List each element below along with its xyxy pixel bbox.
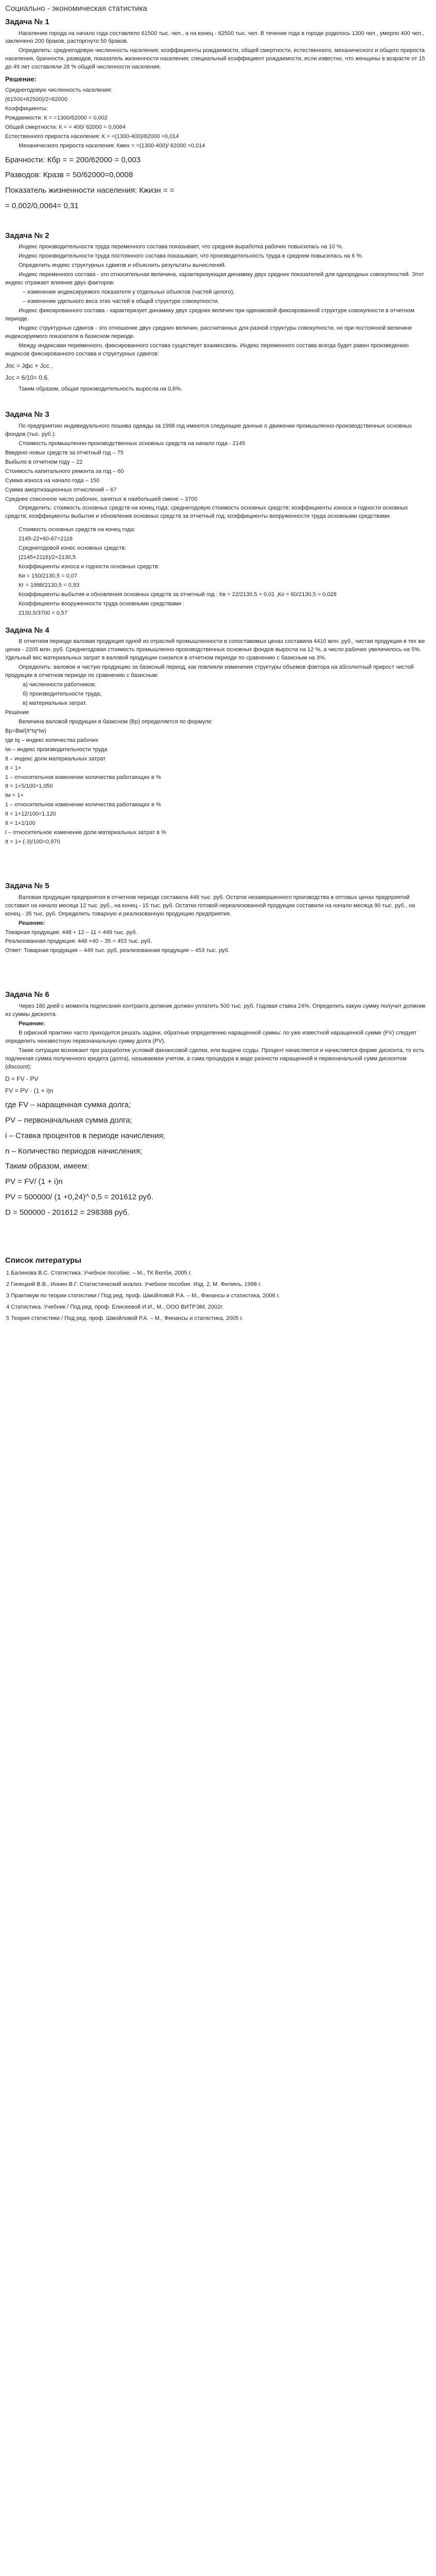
task-1-section — [5, 16, 431, 212]
task-6-formula: где FV – наращенная сумма долга; — [5, 1100, 131, 1110]
task-2-formula: Jпс = Jфс × Jсс , — [5, 362, 53, 369]
task-6-formula: i – Ставка процентов в периоде начисления; — [5, 1131, 165, 1140]
task-4-line: Iw – индекс производительности труда — [5, 746, 108, 753]
task-4-list-item: б) производительности труда; — [23, 691, 102, 698]
task-5-line: Реализованная продукция: 448 +40 – 35 = 453 тыс. руб. — [5, 938, 152, 945]
task-2-section — [5, 230, 431, 394]
task-3-line: Кг = 1998/2130,5 = 0,93 — [19, 582, 80, 588]
task-1-line: Коэффициенты: — [5, 105, 48, 112]
task-2-paragraph: Индекс переменного состава - это относительная величина, характеризующая динамику двух средних показателей для однородных совокупностей. Этот индекс отражает влияние двух факторов: — [5, 272, 424, 286]
task-2-list-item: – изменение индексируемого показателя у отдельных объектов (частей целого); — [23, 289, 235, 296]
task-6-formula: Таким образом, имеем: — [5, 1162, 90, 1171]
task-6-formula: n – Количество периодов начисления; — [5, 1146, 143, 1156]
task-3-line: Коэффициенты выбытия и обновления основных средств за отчетный год : Кв = 22/2130,5 = 0,01 ,Ко = 60/2130,5 = 0,028 — [19, 591, 337, 598]
task-2-paragraph: Между индексами переменного, фиксированного состава существует взаимосвязь. Индекс переменного состава всегда будет равен произведению индексов фиксированного состава и структурных сдвигов: — [5, 342, 409, 357]
task-3-row: Выбыло в отчетном году – 22 — [5, 459, 83, 465]
task-4-line: 1 – относительное изменение количества работающих в % — [5, 774, 161, 781]
literature-item: 4 Статистика. Учебник / Под ред. проф. Елисеевой И.И., М., ООО ВИТРЭМ, 2002г. — [6, 1303, 223, 1310]
task-6-section — [5, 989, 431, 1218]
literature-heading: Список литературы — [5, 1256, 82, 1265]
task-1-line: Общей смертности: К = = 400/ 62000 = 0,0064 — [5, 124, 126, 130]
task-3-row: Сумма износа на начало года – 150 — [5, 477, 100, 484]
task-6-paragraph: Через 180 дней с момента подписания контракта должник должен уплатить 500 тыс. руб. Годовая ставка 24%. Определить какую сумму получит должник из суммы дисконта. — [5, 1003, 426, 1018]
task-6-paragraph: В офисной практике часто приходится решать задачи, обратные определению наращенной суммы: по уже известной наращенной сумме (FV) следует определить неизвестную первоначальную сумму долга (PV). — [5, 1029, 417, 1044]
task-2-formula: Jсс = 6/10= 0,6. — [5, 374, 49, 381]
task-5-solution-label: Решение: — [19, 920, 45, 926]
document-title: Социально - экономическая статистика — [5, 4, 147, 13]
task-4-line: It = 1+ (-3)/100=0,970 — [5, 839, 60, 845]
task-3-line: Среднегодовой износ основных средств: — [19, 545, 127, 552]
task-4-paragraph: Определить: валовое и чистую продукцию за базисный период, как повлияли изменения структуры объемов фактора на абсолютный прирост чистой продукции в отчетном периоде по сравнению с базисным: — [5, 664, 414, 679]
task-6-formula: PV – первоначальная сумма долга; — [5, 1116, 132, 1125]
task-4-line: Iм = 1+ — [5, 792, 24, 799]
task-6-paragraph: Такие ситуации возникают при разработке условий финансовой сделки, или выдаче ссуды. Процент начисляется и начисляется форме дисконта, то есть подлинная сумма полученного кредита (долга), называемая учетом, а сама процедура в виде разности наращенной и первоначальной сумм дисконтом (discount): — [5, 1047, 425, 1070]
task-3-heading: Задача № 3 — [5, 410, 49, 419]
task-3-line: Ки = 150/2130,5 = 0,07 — [19, 573, 78, 579]
literature-item: 3 Практикум по теории статистики / Под ред. проф. Шмойловой Р.А. – М., Финансы и статистика, 2006 г. — [6, 1292, 280, 1299]
task-4-paragraph: В отчетном периоде валовая продукция одной из отраслей промышленности в сопоставимых ценах составила 4410 млн. руб., чистая продукция в тех же ценах - 2205 млн. руб. Среднегодовая стоимость промышленно-производственных основных фондов выросла на 12 %, а число рабочих увеличилось на 5%. Удельный вес материальных затрат в валовой продукции снизился в отчетном периоде по сравнению с базисным на 3%. — [5, 638, 425, 662]
task-3-row: Сумма амортизационных отчислений – 67 — [5, 486, 117, 493]
task-3-line: Коэффициенты износа и годности основных средств: — [19, 564, 160, 570]
task-6-heading: Задача № 6 — [5, 990, 49, 999]
task-4-section — [5, 625, 431, 846]
task-6-solution-label: Решение: — [19, 1020, 45, 1027]
task-4-line: It = 1+1/100 — [5, 820, 36, 827]
task-1-formula-marriage: Брачности: Кбр = = 200/62000 = 0,003 — [5, 155, 141, 164]
task-3-line: (2145+2116)/2=2130,5 — [19, 554, 76, 561]
task-2-list-item: – изменение удельного веса этих частей в общей структуре совокупности. — [23, 298, 219, 304]
task-1-line: Механического прироста населения: Кмех = =(1300-400)/ 62000 =0,014 — [19, 142, 205, 149]
task-3-line: Коэффициенты вооруженности труда основными средствами : — [19, 600, 185, 607]
task-3-row: Введено новых средств за отчетный год – 75 — [5, 449, 124, 456]
task-3-row: Стоимость капитального ремонта за год – 60 — [5, 468, 124, 474]
task-6-formula: PV = 500000/ (1 +0,24)^ 0,5 = 201612 руб. — [5, 1192, 153, 1201]
literature-item: 1 Балинова В.С. Статистика: Учебное пособие. – М., ТК Велби, 2005 г. — [6, 1270, 192, 1277]
task-1-formula-vitality: Показатель жизненности населения: Кжизн = = — [5, 186, 175, 195]
literature-section — [5, 1255, 431, 1323]
task-4-line: Величина валовой продукции в базисном (Вр) определяется по формуле: — [19, 718, 213, 725]
task-5-section — [5, 880, 431, 955]
task-3-section — [5, 409, 431, 617]
task-4-line: It = 1+5/100=1,050 — [5, 783, 53, 790]
task-1-solution-label: Решение: — [5, 75, 37, 83]
task-4-line: It = 1+ — [5, 765, 22, 771]
task-1-line: (61500+62500)/2=62000 — [5, 96, 68, 103]
task-4-line: Вр=Вм/(It*Iq*Iw) — [5, 727, 46, 734]
task-2-conclusion: Таким образом, общая производительность выросла на 0,6%. — [19, 386, 183, 393]
task-5-heading: Задача № 5 — [5, 882, 49, 890]
task-1-line: Естественного прироста населения: К = =(1300-400)/62000 =0,014 — [5, 133, 179, 140]
task-3-paragraph: Стоимость промышленно-производственных основных средств на начало года - 2145 — [19, 440, 246, 447]
task-4-list-item: а) численности работников; — [23, 682, 96, 688]
task-4-line: It – индекс доли материальных затрат — [5, 755, 106, 762]
task-4-list-item: в) материальных затрат. — [23, 700, 87, 706]
task-3-line: 2145-22+60-67=2116 — [19, 536, 73, 543]
task-4-line: I – относительное изменение доли материальных затрат в % — [5, 829, 166, 836]
task-6-formula: D = 500000 - 201612 = 298388 руб. — [5, 1208, 130, 1217]
task-3-row: Среднее списочное число рабочих, занятых в наибольшей смене – 3700 — [5, 496, 198, 502]
task-6-formula: D = FV - PV — [5, 1075, 39, 1082]
task-1-formula-divorce: Разводов: Кразв = 50/62000=0,0008 — [5, 171, 133, 180]
task-2-paragraph: Определить индекс структурных сдвигов и объяснить результаты вычислений. — [19, 262, 226, 269]
task-2-paragraph: Индекс производительности труда переменного состава показывает, что средняя выработка рабочих повысилась на 10 %. — [19, 244, 343, 250]
task-3-line: Стоимость основных средств на конец года: — [19, 527, 135, 533]
task-2-paragraph: Индекс фиксированного состава - характеризует динамику двух средних величин при одинаковой фиксированной структуре совокупности в отчетном периоде. — [5, 307, 414, 322]
task-4-heading: Задача № 4 — [5, 625, 49, 635]
task-3-line: 2130,5/3700 = 0,57 — [19, 609, 68, 616]
task-5-line: Ответ: Товарная продукция – 449 тыс. руб, реализованная продукция – 453 тыс. руб. — [5, 947, 230, 954]
task-2-heading: Задача № 2 — [5, 231, 49, 240]
task-3-paragraph: По предприятию индивидуального пошива одежды за 1998 год имеются следующие данные о движении промышленно-производственных основных фондов (тыс. руб.): — [5, 423, 412, 437]
task-4-line: It = 1+12/100=1,120 — [5, 811, 56, 818]
task-1-line: Рождаемости: К = =1300/62000 = 0,002 — [5, 114, 108, 121]
task-1-formula-vitality-result: = 0,002/0,0064= 0,31 — [5, 201, 79, 210]
task-5-paragraph: Валовая продукция предприятия в отчетном периоде составила 448 тыс. руб. Остаток незавершенного производства в оптовых ценах предприятий составил на начало месяца 12 тыс. руб., на конец - 15 тыс. руб. Остатки готовой нереализованной продукции составили на начало месяца 90 тыс. руб., на конец - 35 тыс. руб. Определить товарную и реализованную продукцию предприятия. — [5, 894, 415, 917]
task-1-line: Среднегодовую численность населения: — [5, 87, 112, 94]
task-2-paragraph: Индекс производительности труда постоянного состава показывает, что производительность труда в среднем повысилась на 6 %. — [19, 253, 363, 260]
task-5-line: Товарная продукция: 448 + 12 – 11 = 449 тыс. руб. — [5, 929, 137, 936]
task-4-line: 1 – относительное изменение количества работающих в % — [5, 802, 161, 808]
task-4-solution-label: Решение — [5, 709, 29, 716]
task-6-formula: PV = FV/ (1 + i)n — [5, 1177, 63, 1187]
task-6-formula: FV = PV · (1 + i)n — [5, 1087, 54, 1094]
task-1-assignment: Определить: среднегодовую численность населения; коэффициенты рождаемости, общей смертности, естественного, механического и общего прироста населения, брачности, разводов, показатель жизненности населения; специальный коэффициент рождаемости, если известно, что женщины в возрасте от 15 до 49 лет составляли 28 % общей численности населения. — [5, 47, 425, 71]
literature-item: 2 Гинецкий В.В., Ионин В.Г. Статистический анализ. Учебное пособие. Изд. 2, М. Филинъ, 1998 г. — [6, 1281, 261, 1288]
task-1-text: Население города на начало года составляло 61500 тыс. чел., а на конец - 62500 тыс. чел. В течение года в городе родилось 1300 чел., умерло 400 чел., заключено 200 браков, расторгнуто 50 браков. — [5, 30, 424, 45]
task-2-paragraph: Индекс структурных сдвигов - это отношение двух средних величин, рассчитанных для разной структуры совокупности, но при постоянной величине индексируемого показателя в базисном периоде. — [5, 325, 412, 340]
literature-item: 5 Теория статистики / Под ред. проф. Шмойловой Р.А. – М., Финансы и статистика, 2005 г. — [6, 1315, 243, 1321]
task-4-line: где Iq – индекс количества рабочих — [5, 737, 99, 743]
task-3-paragraph: Определить: стоимость основных средств на конец года; среднегодовую стоимость основных средств; коэффициенты износа и годности основных средств; коэффициенты выбытия и обновления основных средств за отчетный год; коэффициенты вооруженности труда основными средствами. — [5, 505, 408, 520]
task-1-heading: Задача № 1 — [5, 17, 49, 26]
